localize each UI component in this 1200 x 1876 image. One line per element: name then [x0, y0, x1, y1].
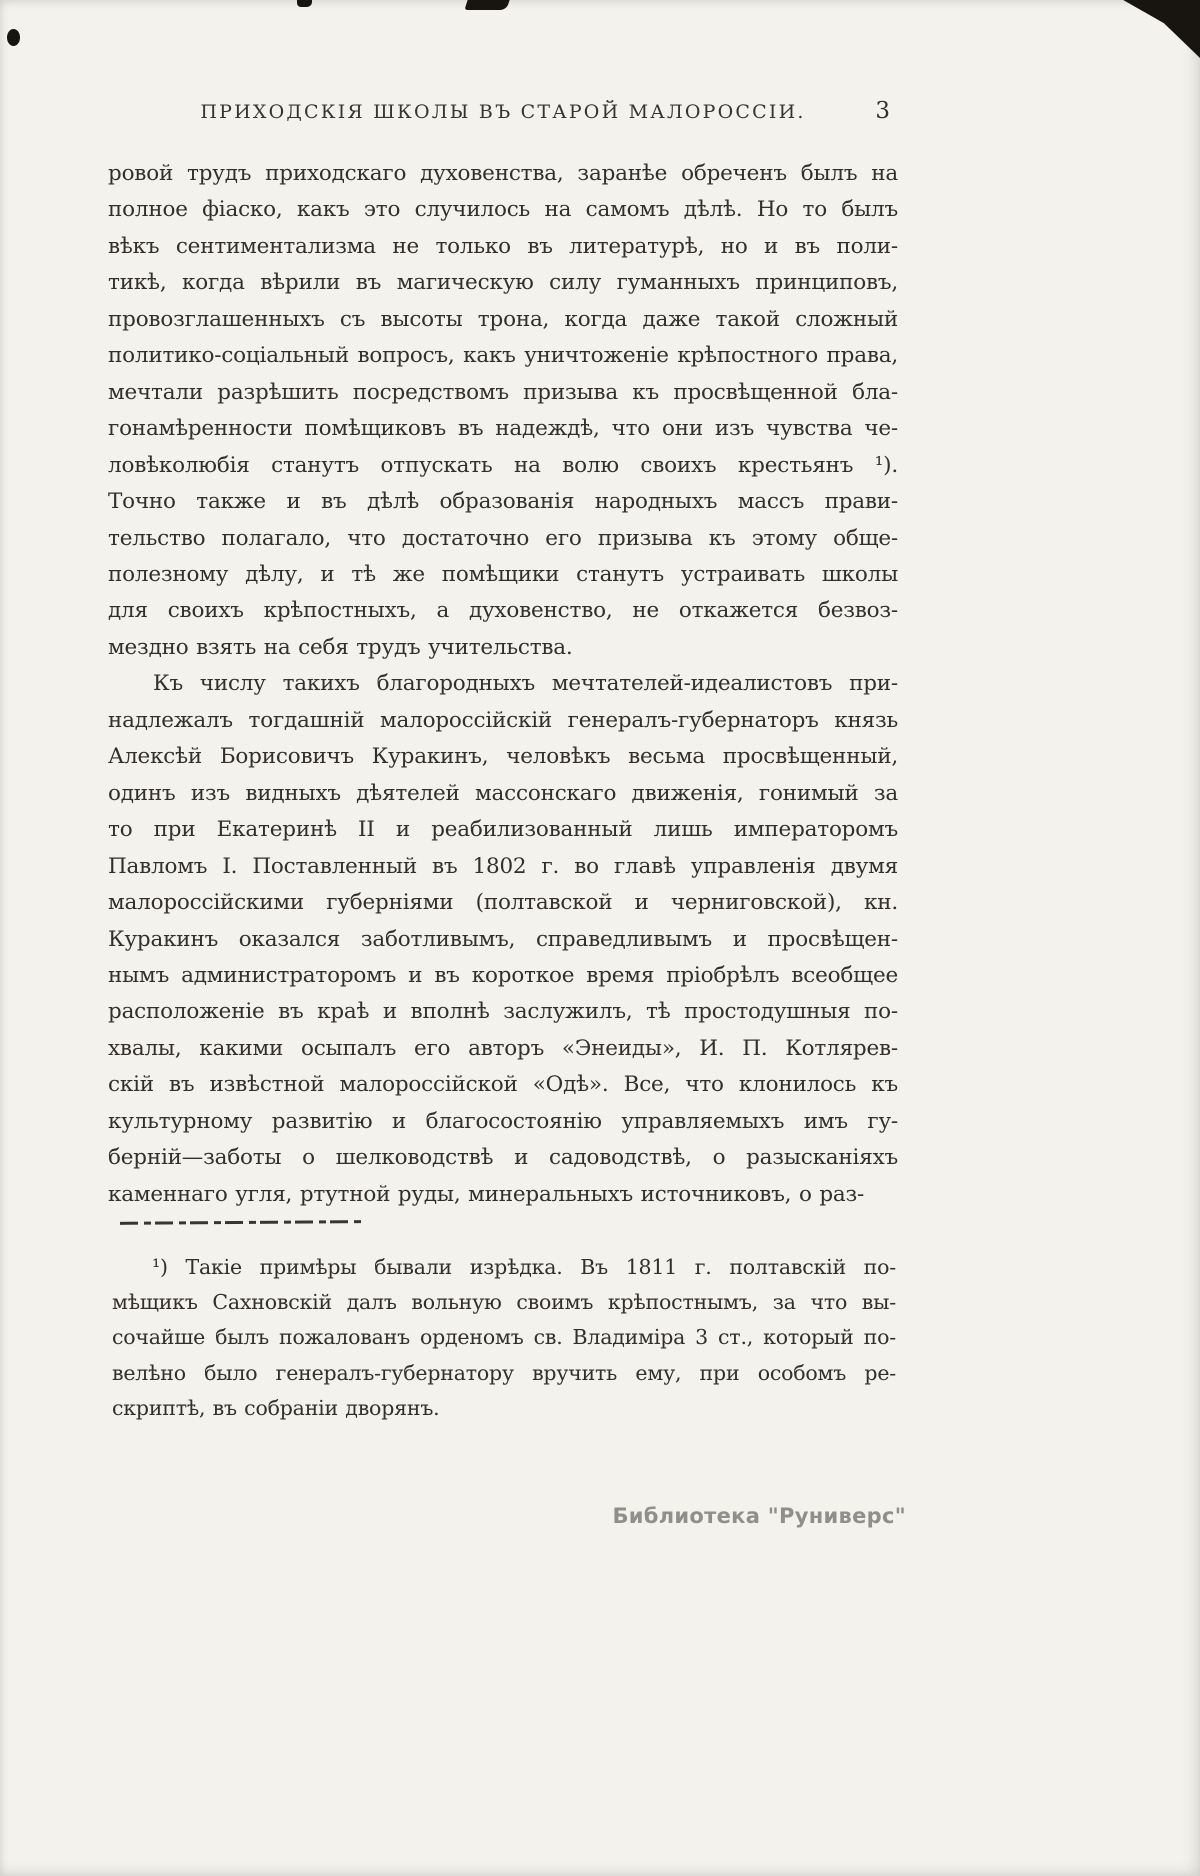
footnote-line: ¹) Такіе примѣры бывали изрѣдка. Въ 1811 г. полтавскій по-: [152, 1255, 896, 1279]
text-line: хвалы, какими осыпалъ его авторъ «Энеиды», И. П. Котлярев-: [108, 1035, 898, 1061]
text-line: расположеніе въ краѣ и вполнѣ заслужилъ, тѣ простодушныя по-: [108, 999, 898, 1025]
text-line: Къ числу такихъ благородныхъ мечтателей-идеалистовъ при-: [153, 671, 898, 697]
running-header: [108, 98, 898, 124]
text-line: политико-соціальный вопросъ, какъ уничтоженіе крѣпостного права,: [108, 343, 898, 369]
text-line: полное фіаско, какъ это случилось на самомъ дѣлѣ. Но то былъ: [108, 197, 898, 223]
text-line: гонамѣренности помѣщиковъ въ надеждѣ, что они изъ чувства че-: [108, 416, 898, 442]
scan-artifact-top-2: [464, 0, 509, 10]
text-line: провозглашенныхъ съ высоты трона, когда даже такой сложный: [108, 306, 898, 332]
paragraph: [108, 156, 898, 666]
text-line: малороссійскими губерніями (полтавской и черниговской), кн.: [108, 890, 898, 916]
footnote-line: велѣно было генералъ-губернатору вручить ему, при особомъ ре-: [112, 1360, 896, 1385]
footnote-line: мѣщикъ Сахновскій далъ вольную своимъ крѣпостнымъ, за что вы-: [112, 1290, 896, 1315]
text-line: берній—заботы о шелководствѣ и садоводствѣ, о разысканіяхъ: [108, 1145, 898, 1171]
footnote: [112, 1250, 896, 1426]
text-line: тельство полагало, что достаточно его призыва къ этому обще-: [108, 525, 898, 551]
body-text: [108, 156, 898, 1213]
text-line: мечтали разрѣшить посредствомъ призыва къ просвѣщенной бла-: [108, 379, 898, 405]
text-line: каменнаго угля, ртутной руды, минеральныхъ источниковъ, о раз-: [108, 1181, 865, 1207]
text-line: одинъ изъ видныхъ дѣятелей массонскаго движенія, гонимый за: [108, 780, 898, 806]
text-line: нымъ администраторомъ и въ короткое время пріобрѣлъ всеобщее: [108, 962, 898, 988]
text-line: тикѣ, когда вѣрили въ магическую силу гуманныхъ принциповъ,: [108, 270, 898, 296]
footnote-line: сочайше былъ пожалованъ орденомъ св. Владиміра 3 ст., который по-: [112, 1325, 896, 1350]
text-line: Куракинъ оказался заботливымъ, справедливымъ и просвѣщен-: [108, 926, 898, 952]
text-line: Павломъ I. Поставленный въ 1802 г. во главѣ управленія двумя: [108, 853, 898, 879]
footnote-separator: [120, 1220, 362, 1225]
text-line: полезному дѣлу, и тѣ же помѣщики станутъ устраивать школы: [108, 561, 898, 587]
scan-artifact-left: [7, 29, 20, 46]
text-line: Точно также и въ дѣлѣ образованія народныхъ массъ прави-: [108, 489, 898, 515]
text-line: культурному развитію и благосостоянію управляемыхъ имъ гу-: [108, 1108, 898, 1134]
paragraph: [112, 1250, 896, 1426]
page-number: 3: [875, 98, 890, 124]
header-title: ПРИХОДСКІЯ ШКОЛЫ ВЪ СТАРОЙ МАЛОРОССІИ.: [200, 101, 806, 123]
text-line: ровой трудъ приходскаго духовенства, заранѣе обреченъ былъ на: [108, 161, 898, 186]
text-line: Алексѣй Борисовичъ Куракинъ, человѣкъ весьма просвѣщенный,: [108, 744, 898, 770]
scan-artifact-corner: [1120, 0, 1200, 58]
text-line: вѣкъ сентиментализма не только въ литературѣ, но и въ поли-: [108, 233, 898, 259]
text-line: то при Екатеринѣ II и реабилизованный лишь императоромъ: [108, 817, 898, 843]
text-line: мездно взять на себя трудъ учительства.: [108, 634, 573, 660]
text-line: надлежалъ тогдашній малороссійскій генералъ-губернаторъ князь: [108, 707, 898, 733]
library-watermark: Библиотека "Руниверс": [612, 1504, 906, 1528]
text-line: для своихъ крѣпостныхъ, а духовенство, не откажется безвоз-: [108, 598, 898, 624]
paragraph: [108, 666, 898, 1213]
text-line: ловѣколюбія станутъ отпускать на волю своихъ крестьянъ ¹).: [108, 452, 898, 478]
text-line: скій въ извѣстной малороссійской «Одѣ». Все, что клонилось къ: [108, 1072, 898, 1098]
footnote-line: скриптѣ, въ собраніи дворянъ.: [112, 1395, 440, 1420]
scan-artifact-top-1: [297, 0, 312, 7]
